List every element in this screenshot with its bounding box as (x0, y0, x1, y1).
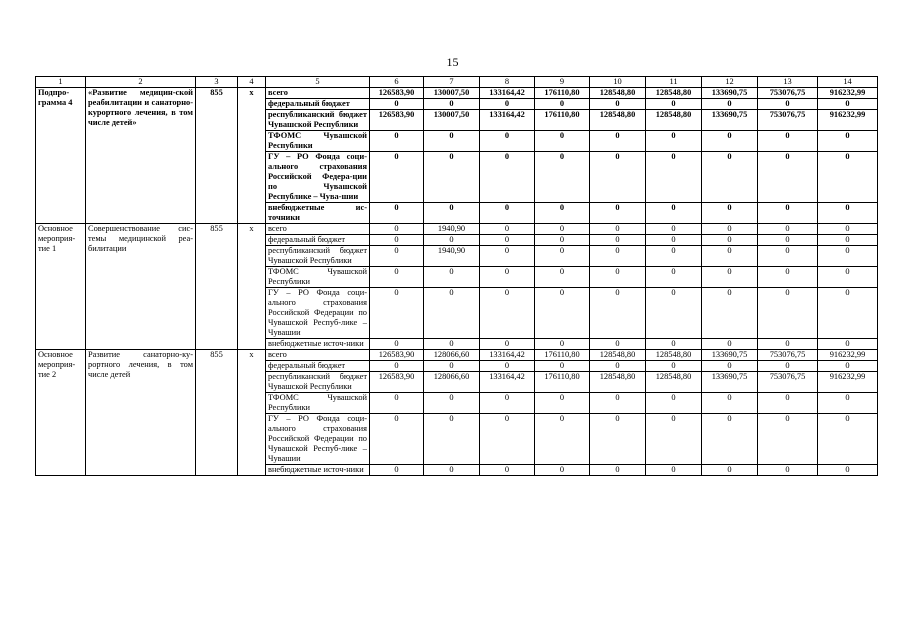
program-code-cell: Подпро-грамма 4 (36, 88, 86, 224)
value-cell: 133164,42 (480, 88, 535, 99)
header-cell-10: 10 (590, 77, 646, 88)
value-cell: 1940,90 (424, 224, 480, 235)
header-cell-5: 5 (266, 77, 370, 88)
cell-x: х (238, 88, 266, 224)
value-cell: 0 (590, 288, 646, 339)
funding-source-cell: всего (266, 350, 370, 361)
value-cell: 0 (758, 224, 818, 235)
budget-table (35, 76, 878, 476)
funding-source-cell: федеральный бюджет (266, 235, 370, 246)
value-cell: 0 (590, 235, 646, 246)
value-cell: 0 (480, 235, 535, 246)
program-name-cell: Развитие санаторно-ку-рортного лечения, в том числе детей (86, 350, 196, 476)
header-cell-13: 13 (758, 77, 818, 88)
value-cell: 0 (370, 339, 424, 350)
header-cell-3: 3 (196, 77, 238, 88)
value-cell: 0 (758, 414, 818, 465)
funding-source-cell: федеральный бюджет (266, 361, 370, 372)
value-cell: 0 (370, 267, 424, 288)
value-cell: 0 (370, 131, 424, 152)
value-cell: 128548,80 (590, 372, 646, 393)
value-cell: 128548,80 (590, 88, 646, 99)
value-cell: 0 (424, 288, 480, 339)
value-cell: 128548,80 (590, 350, 646, 361)
value-cell: 0 (702, 246, 758, 267)
value-cell: 0 (424, 99, 480, 110)
value-cell: 0 (702, 393, 758, 414)
value-cell: 0 (818, 393, 878, 414)
funding-source-cell: ГУ – РО Фонда соци-ального страхования Российской Федерации по Чувашской Респуб-лике – Чувашии (266, 288, 370, 339)
value-cell: 753076,75 (758, 110, 818, 131)
value-cell: 0 (818, 267, 878, 288)
value-cell: 0 (535, 99, 590, 110)
value-cell: 0 (480, 393, 535, 414)
value-cell: 0 (702, 465, 758, 476)
value-cell: 0 (758, 339, 818, 350)
value-cell: 128066,60 (424, 372, 480, 393)
responsible-code-cell: 855 (196, 88, 238, 224)
value-cell: 0 (758, 99, 818, 110)
value-cell: 0 (818, 414, 878, 465)
value-cell: 0 (590, 465, 646, 476)
value-cell: 0 (535, 152, 590, 203)
value-cell: 0 (590, 99, 646, 110)
value-cell: 0 (646, 414, 702, 465)
value-cell: 130007,50 (424, 88, 480, 99)
value-cell: 0 (702, 131, 758, 152)
program-name-cell: Совершенствование сис-темы медицинской реа-билитации (86, 224, 196, 350)
value-cell: 133690,75 (702, 110, 758, 131)
value-cell: 0 (424, 235, 480, 246)
value-cell: 126583,90 (370, 110, 424, 131)
value-cell: 176110,80 (535, 88, 590, 99)
funding-source-cell: внебюджетные ис-точники (266, 203, 370, 224)
funding-source-cell: республиканский бюджет Чувашской Республики (266, 372, 370, 393)
value-cell: 0 (702, 414, 758, 465)
value-cell: 0 (646, 361, 702, 372)
value-cell: 0 (370, 393, 424, 414)
value-cell: 0 (758, 203, 818, 224)
value-cell: 0 (480, 203, 535, 224)
value-cell: 0 (646, 288, 702, 339)
value-cell: 0 (424, 339, 480, 350)
funding-source-cell: федеральный бюджет (266, 99, 370, 110)
value-cell: 130007,50 (424, 110, 480, 131)
value-cell: 0 (590, 203, 646, 224)
table-body (36, 77, 878, 476)
value-cell: 0 (424, 267, 480, 288)
value-cell: 0 (480, 246, 535, 267)
value-cell: 133164,42 (480, 372, 535, 393)
value-cell: 0 (646, 339, 702, 350)
value-cell: 0 (758, 267, 818, 288)
value-cell: 0 (424, 414, 480, 465)
value-cell: 0 (702, 339, 758, 350)
responsible-code-cell: 855 (196, 224, 238, 350)
value-cell: 0 (590, 361, 646, 372)
value-cell: 0 (370, 99, 424, 110)
value-cell: 0 (646, 152, 702, 203)
value-cell: 133164,42 (480, 110, 535, 131)
table-row (36, 224, 878, 235)
value-cell: 176110,80 (535, 350, 590, 361)
value-cell: 0 (818, 465, 878, 476)
value-cell: 0 (370, 235, 424, 246)
value-cell: 0 (758, 288, 818, 339)
value-cell: 0 (758, 152, 818, 203)
value-cell: 176110,80 (535, 110, 590, 131)
value-cell: 916232,99 (818, 372, 878, 393)
table-row (36, 88, 878, 99)
value-cell: 128548,80 (590, 110, 646, 131)
value-cell: 0 (480, 339, 535, 350)
funding-source-cell: ТФОМС Чувашской Республики (266, 267, 370, 288)
value-cell: 0 (535, 267, 590, 288)
value-cell: 0 (590, 246, 646, 267)
value-cell: 0 (818, 235, 878, 246)
value-cell: 0 (480, 99, 535, 110)
responsible-code-cell: 855 (196, 350, 238, 476)
header-cell-6: 6 (370, 77, 424, 88)
program-code-cell: Основное мероприя-тие 1 (36, 224, 86, 350)
value-cell: 0 (424, 152, 480, 203)
value-cell: 0 (370, 246, 424, 267)
value-cell: 0 (424, 203, 480, 224)
value-cell: 128548,80 (646, 110, 702, 131)
page-number: 15 (446, 55, 459, 69)
value-cell: 0 (758, 361, 818, 372)
value-cell: 0 (370, 361, 424, 372)
value-cell: 133690,75 (702, 88, 758, 99)
value-cell: 0 (758, 393, 818, 414)
value-cell: 0 (702, 203, 758, 224)
value-cell: 0 (535, 414, 590, 465)
value-cell: 0 (818, 99, 878, 110)
value-cell: 0 (370, 465, 424, 476)
value-cell: 0 (818, 203, 878, 224)
value-cell: 916232,99 (818, 350, 878, 361)
header-cell-2: 2 (86, 77, 196, 88)
value-cell: 0 (702, 235, 758, 246)
value-cell: 0 (646, 99, 702, 110)
value-cell: 0 (702, 152, 758, 203)
value-cell: 126583,90 (370, 88, 424, 99)
value-cell: 0 (590, 131, 646, 152)
value-cell: 0 (480, 288, 535, 339)
value-cell: 0 (424, 393, 480, 414)
value-cell: 0 (370, 288, 424, 339)
funding-source-cell: ГУ – РО Фонда соци-ального страхования Российской Федера-ции по Чувашской Республике – Чува-шии (266, 152, 370, 203)
value-cell: 0 (646, 203, 702, 224)
value-cell: 0 (702, 288, 758, 339)
value-cell: 0 (818, 131, 878, 152)
value-cell: 0 (818, 246, 878, 267)
cell-x: х (238, 350, 266, 476)
funding-source-cell: ТФОМС Чувашской Республики (266, 393, 370, 414)
value-cell: 0 (424, 361, 480, 372)
value-cell: 126583,90 (370, 350, 424, 361)
value-cell: 0 (535, 339, 590, 350)
value-cell: 0 (646, 465, 702, 476)
value-cell: 128066,60 (424, 350, 480, 361)
value-cell: 126583,90 (370, 372, 424, 393)
value-cell: 0 (646, 235, 702, 246)
funding-source-cell: всего (266, 88, 370, 99)
funding-source-cell: республиканский бюджет Чувашской Республики (266, 246, 370, 267)
value-cell: 133164,42 (480, 350, 535, 361)
header-cell-9: 9 (535, 77, 590, 88)
value-cell: 0 (702, 99, 758, 110)
header-cell-12: 12 (702, 77, 758, 88)
header-cell-4: 4 (238, 77, 266, 88)
value-cell: 0 (818, 152, 878, 203)
value-cell: 0 (590, 339, 646, 350)
program-code-cell: Основное мероприя-тие 2 (36, 350, 86, 476)
value-cell: 0 (646, 393, 702, 414)
value-cell: 0 (646, 267, 702, 288)
value-cell: 0 (480, 361, 535, 372)
value-cell: 916232,99 (818, 88, 878, 99)
value-cell: 0 (424, 465, 480, 476)
value-cell: 1940,90 (424, 246, 480, 267)
header-cell-11: 11 (646, 77, 702, 88)
value-cell: 0 (480, 267, 535, 288)
value-cell: 753076,75 (758, 372, 818, 393)
header-cell-8: 8 (480, 77, 535, 88)
value-cell: 133690,75 (702, 372, 758, 393)
value-cell: 753076,75 (758, 88, 818, 99)
value-cell: 0 (646, 246, 702, 267)
value-cell: 0 (480, 414, 535, 465)
cell-x: х (238, 224, 266, 350)
value-cell: 0 (818, 339, 878, 350)
value-cell: 0 (480, 152, 535, 203)
value-cell: 0 (818, 288, 878, 339)
value-cell: 916232,99 (818, 110, 878, 131)
table-row (36, 350, 878, 361)
value-cell: 128548,80 (646, 350, 702, 361)
funding-source-cell: республиканский бюджет Чувашской Республики (266, 110, 370, 131)
program-name-cell: «Развитие медицин-ской реабилитации и санаторно-курортного лечения, в том числе детей» (86, 88, 196, 224)
funding-source-cell: ГУ – РО Фонда соци-ального страхования Российской Федерации по Чувашской Респуб-лике – Чувашии (266, 414, 370, 465)
value-cell: 0 (535, 235, 590, 246)
value-cell: 0 (590, 152, 646, 203)
value-cell: 128548,80 (646, 372, 702, 393)
value-cell: 133690,75 (702, 350, 758, 361)
header-cell-14: 14 (818, 77, 878, 88)
value-cell: 0 (424, 131, 480, 152)
funding-source-cell: внебюджетные источ-ники (266, 465, 370, 476)
value-cell: 0 (535, 246, 590, 267)
value-cell: 0 (370, 224, 424, 235)
funding-source-cell: ТФОМС Чувашской Республики (266, 131, 370, 152)
header-cell-7: 7 (424, 77, 480, 88)
value-cell: 0 (646, 224, 702, 235)
value-cell: 0 (590, 393, 646, 414)
value-cell: 0 (480, 131, 535, 152)
value-cell: 0 (535, 465, 590, 476)
value-cell: 0 (535, 131, 590, 152)
value-cell: 0 (535, 224, 590, 235)
value-cell: 0 (535, 203, 590, 224)
value-cell: 0 (758, 465, 818, 476)
value-cell: 0 (535, 393, 590, 414)
value-cell: 0 (818, 361, 878, 372)
value-cell: 0 (702, 361, 758, 372)
value-cell: 0 (480, 224, 535, 235)
value-cell: 0 (758, 235, 818, 246)
value-cell: 0 (480, 465, 535, 476)
value-cell: 0 (590, 267, 646, 288)
value-cell: 0 (646, 131, 702, 152)
value-cell: 0 (370, 414, 424, 465)
value-cell: 176110,80 (535, 372, 590, 393)
value-cell: 0 (590, 224, 646, 235)
header-row (36, 77, 878, 88)
value-cell: 0 (590, 414, 646, 465)
value-cell: 0 (370, 203, 424, 224)
value-cell: 128548,80 (646, 88, 702, 99)
value-cell: 0 (370, 152, 424, 203)
value-cell: 0 (535, 361, 590, 372)
value-cell: 0 (702, 224, 758, 235)
funding-source-cell: всего (266, 224, 370, 235)
value-cell: 753076,75 (758, 350, 818, 361)
header-cell-1: 1 (36, 77, 86, 88)
value-cell: 0 (758, 131, 818, 152)
value-cell: 0 (535, 288, 590, 339)
value-cell: 0 (758, 246, 818, 267)
value-cell: 0 (818, 224, 878, 235)
funding-source-cell: внебюджетные источ-ники (266, 339, 370, 350)
value-cell: 0 (702, 267, 758, 288)
